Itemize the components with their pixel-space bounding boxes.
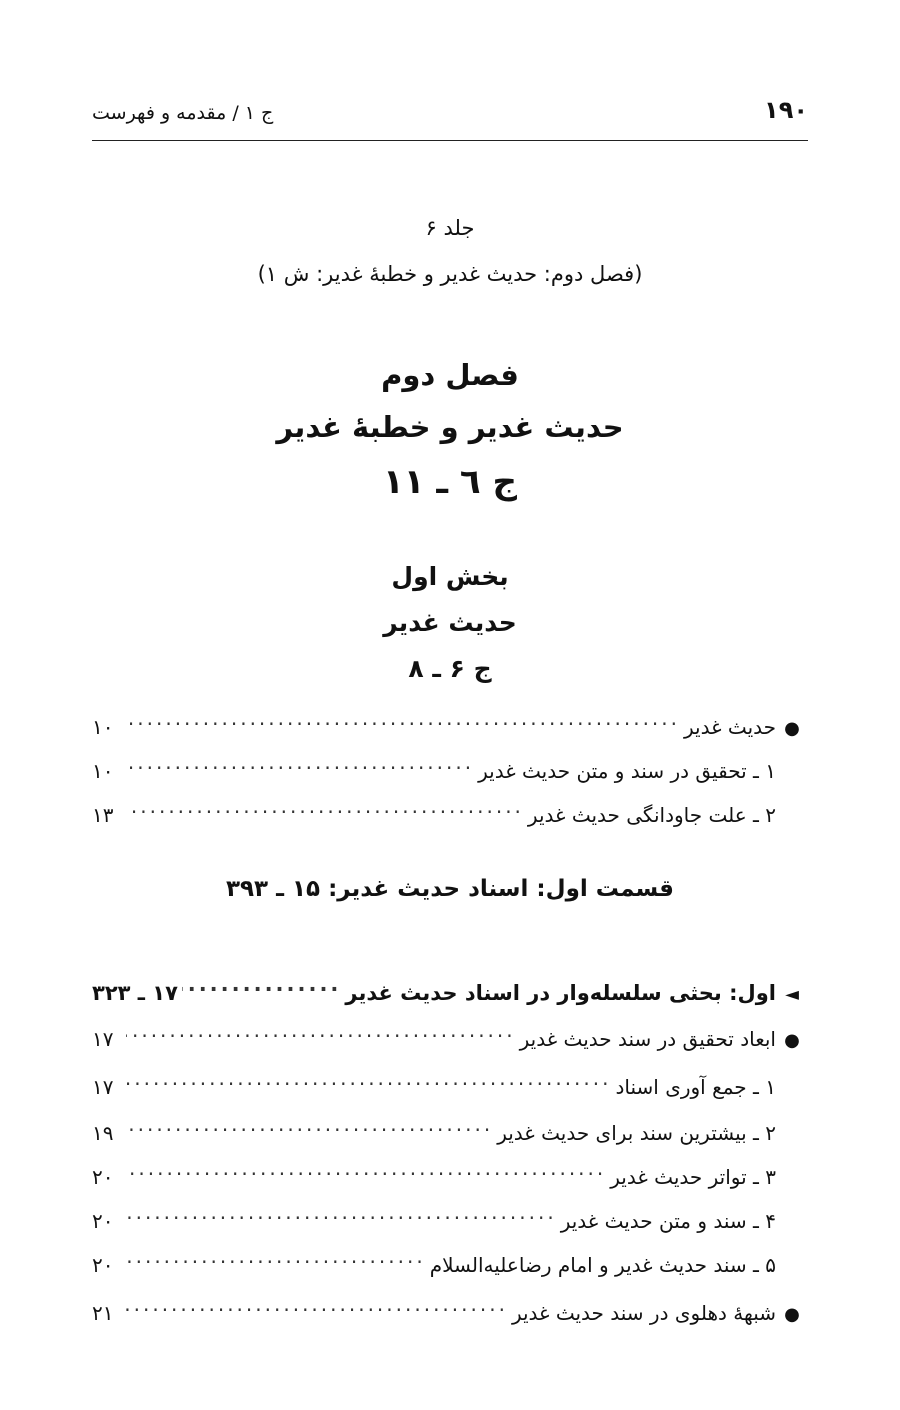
toc-page: ۲۰ <box>92 1209 114 1233</box>
toc-page: ۱۳ <box>92 803 114 827</box>
toc-page: ۲۰ <box>92 1165 114 1189</box>
section-subtitle: حدیث غدیر <box>383 608 517 637</box>
dot-leader <box>182 968 342 1000</box>
toc-label: ۴ ـ سند و متن حدیث غدیر <box>560 1209 776 1233</box>
toc-row[interactable] <box>92 1288 808 1325</box>
toc-label: ۵ ـ سند حدیث غدیر و امام رضاعليه‌السلام <box>429 1253 776 1277</box>
toc-page: ۱۷ <box>92 1075 114 1099</box>
toc-row[interactable] <box>92 746 808 783</box>
volume-subtitle: (فصل دوم: حدیث غدیر و خطبهٔ غدیر: ش ۱) <box>257 262 643 286</box>
dot-leader <box>126 790 524 822</box>
toc-page: ۱۷ <box>92 1027 114 1051</box>
toc-row[interactable] <box>92 1196 808 1233</box>
toc-label: ۲ ـ علت جاودانگی حدیث غدیر <box>527 803 776 827</box>
toc-label: حدیث غدیر <box>684 715 776 739</box>
toc-row[interactable] <box>92 968 808 1005</box>
toc-row[interactable] <box>92 1014 808 1051</box>
toc-label: ۱ ـ تحقیق در سند و متن حدیث غدیر <box>478 759 776 783</box>
section-range: ج ۶ ـ ۸ <box>408 654 492 683</box>
bullet-icon: ● <box>784 718 800 739</box>
page-header <box>92 96 808 141</box>
chapter-range: ج ٦ ـ ١١ <box>383 462 517 502</box>
dot-leader <box>126 1196 557 1228</box>
dot-leader <box>126 1288 508 1320</box>
volume-line: جلد ۶ <box>425 216 475 240</box>
chapter-subtitle: حدیث غدیر و خطبهٔ غدیر <box>276 410 624 444</box>
section-title: بخش اول <box>391 562 509 591</box>
toc-page: ۲۰ <box>92 1253 114 1277</box>
pointer-icon: ◄ <box>785 984 799 1005</box>
toc-row[interactable] <box>92 1062 808 1099</box>
toc-label: اول: بحثی سلسله‌وار در اسناد حدیث غدیر <box>345 981 776 1005</box>
toc-label: ابعاد تحقیق در سند حدیث غدیر <box>519 1027 776 1051</box>
toc-label: ۳ ـ تواتر حدیث غدیر <box>610 1165 776 1189</box>
dot-leader <box>126 702 680 734</box>
running-title: ج ۱ / مقدمه و فهرست <box>92 102 274 124</box>
toc-page: ۱۰ <box>92 715 114 739</box>
part-title: قسمت اول: اسناد حدیث غدیر: ۱۵ ـ ۳۹۳ <box>225 876 674 902</box>
bullet-icon: ● <box>784 1030 800 1051</box>
toc-label: شبههٔ دهلوی در سند حدیث غدیر <box>511 1301 776 1325</box>
toc-page: ۱۰ <box>92 759 114 783</box>
toc-row[interactable] <box>92 1152 808 1189</box>
dot-leader <box>126 1108 493 1140</box>
bullet-icon: ● <box>784 1304 800 1325</box>
chapter-title: فصل دوم <box>381 358 519 392</box>
toc-label: ۱ ـ جمع آوری اسناد <box>615 1075 776 1099</box>
toc-page: ۱۹ <box>92 1121 114 1145</box>
toc-page: ۲۱ <box>92 1301 114 1325</box>
dot-leader <box>126 1240 426 1272</box>
toc-row[interactable] <box>92 1240 808 1277</box>
toc-page: ۱۷ ـ ۳۲۳ <box>92 981 178 1005</box>
toc-label: ۲ ـ بیشترین سند برای حدیث غدیر <box>497 1121 776 1145</box>
page-number: ۱۹۰ <box>764 96 808 124</box>
toc-row[interactable] <box>92 1108 808 1145</box>
dot-leader <box>126 1014 516 1046</box>
dot-leader <box>126 1152 606 1184</box>
toc-row[interactable] <box>92 702 808 739</box>
dot-leader <box>126 1062 612 1094</box>
dot-leader <box>126 746 474 778</box>
toc-row[interactable] <box>92 790 808 827</box>
